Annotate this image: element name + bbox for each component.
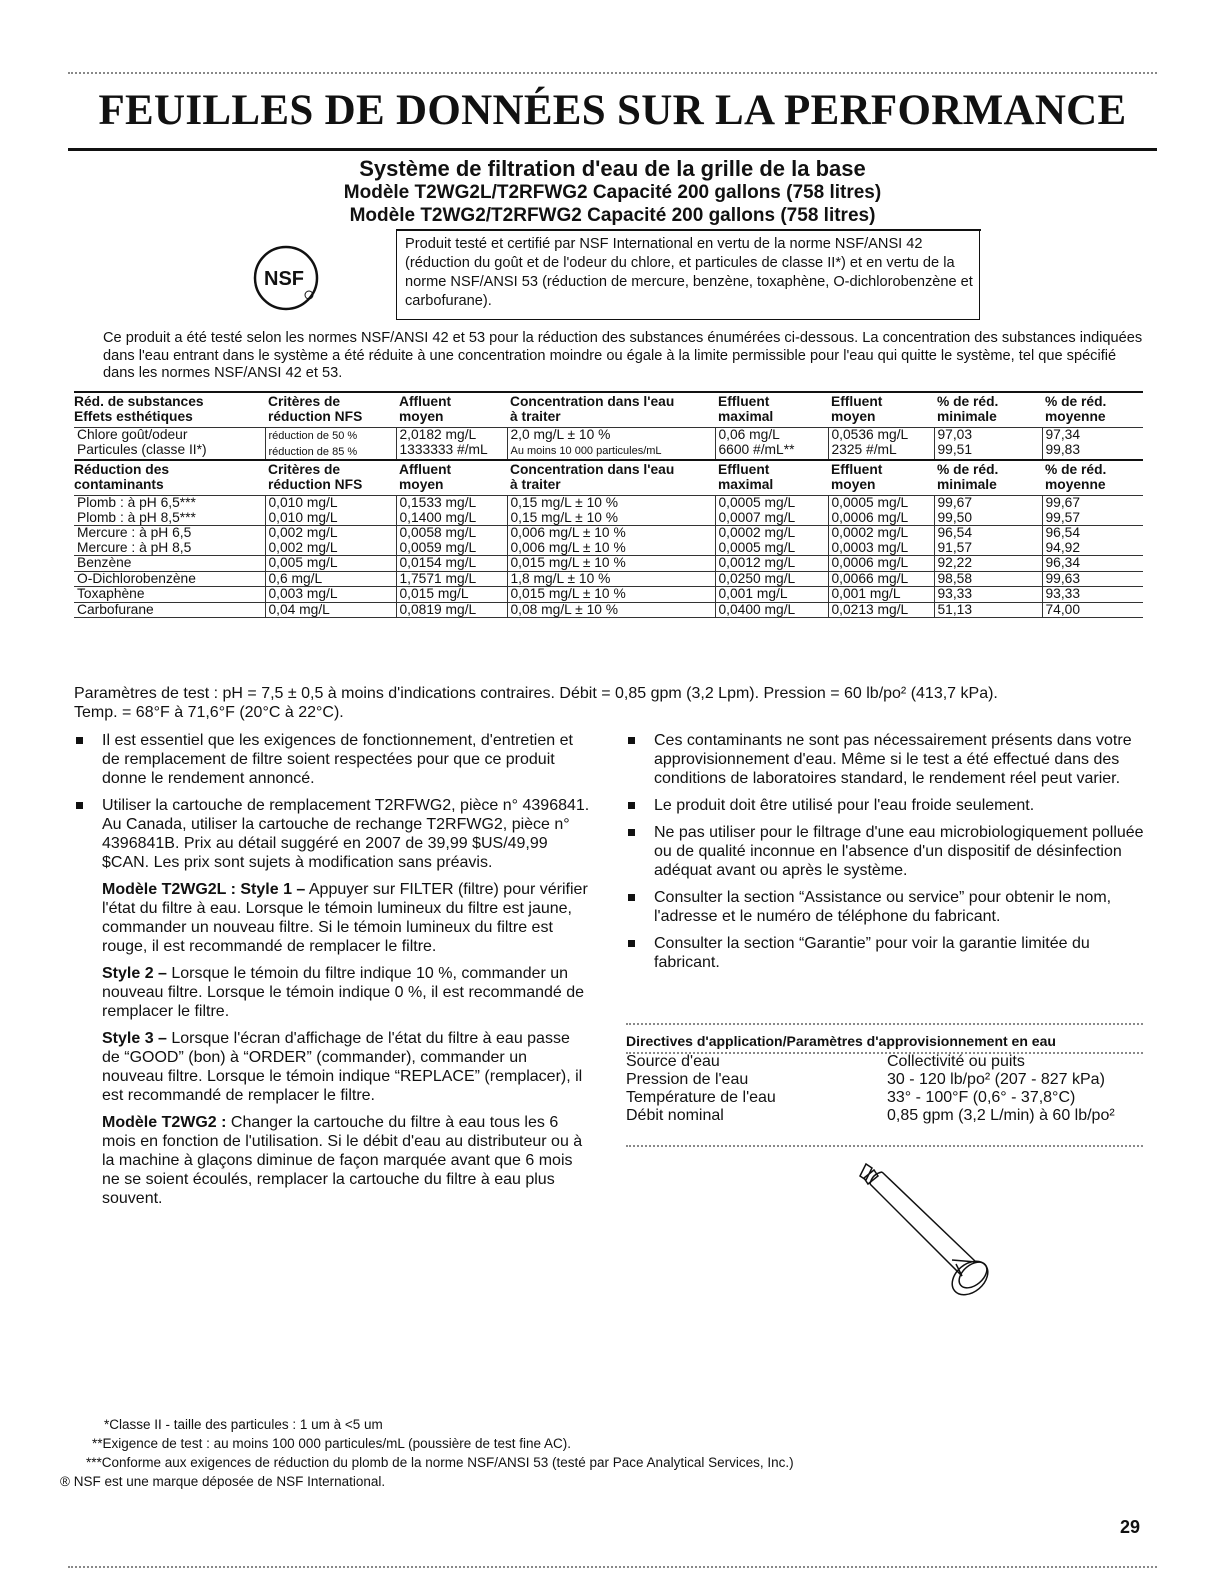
table-cell: Affluent moyen — [399, 462, 452, 492]
table-cell: 0,15 mg/L ± 10 % 0,15 mg/L ± 10 % — [507, 496, 715, 526]
directive-value: 30 - 120 lb/po² (207 - 827 kPa) — [887, 1071, 1105, 1088]
table-cell: % de réd. moyenne — [1045, 394, 1107, 424]
directive-label: Source d'eau — [626, 1053, 720, 1070]
table-row — [74, 602, 1143, 618]
table-cell: 0,005 mg/L — [265, 556, 396, 572]
table-cell: Plomb : à pH 6,5*** Plomb : à pH 8,5*** — [74, 496, 265, 526]
table-cell: 0,0006 mg/L — [828, 556, 934, 572]
page-title: FEUILLES DE DONNÉES SUR LA PERFORMANCE — [98, 87, 1127, 134]
model-t2wg2l-style1-label: Modèle T2WG2L : Style 1 – — [102, 881, 306, 898]
table-cell: 0,0400 mg/L — [715, 602, 828, 618]
table-row — [74, 587, 1143, 603]
table-header-contaminants — [74, 460, 1143, 496]
table-cell: % de réd. minimale — [937, 462, 999, 492]
table-cell: Carbofurane — [74, 602, 265, 618]
directives-row — [626, 1089, 1143, 1107]
table-cell: 93,33 — [1042, 587, 1143, 603]
page-number: 29 — [1120, 1517, 1141, 1537]
table-cell: 0,010 mg/L 0,010 mg/L — [265, 496, 396, 526]
directive-value: Collectivité ou puits — [887, 1053, 1025, 1070]
table-cell: 51,13 — [934, 602, 1042, 618]
table-cell: Mercure : à pH 6,5 Mercure : à pH 8,5 — [74, 526, 265, 556]
top-dotted-rule — [68, 72, 1157, 74]
table-cell: 0,015 mg/L — [396, 587, 507, 603]
directives-row — [626, 1107, 1143, 1125]
table-cell: Réduction des contaminants — [74, 462, 170, 492]
style3-label: Style 3 – — [102, 1030, 167, 1047]
table-cell: Concentration dans l'eau à traiter — [510, 462, 675, 492]
bullet-replacement-cartridge: Utiliser la cartouche de remplacement T2RFWG2, pièce n° 4396841. Au Canada, utiliser la cartouche de rechange T2RFWG2, pièce n° 4396841B. Prix au détail suggéré en 2007 de 39,99 $US/49,99 $CAN. Les prix sont sujets à modification sans préavis. — [74, 796, 592, 872]
right-column — [626, 731, 1146, 980]
model-t2wg2-label: Modèle T2WG2 : — [102, 1114, 227, 1131]
footnote-class-ii: *Classe II - taille des particules : 1 um à <5 um — [104, 1417, 383, 1432]
model-line-2: Modèle T2WG2/T2RFWG2 Capacité 200 gallons (758 litres) — [349, 205, 876, 226]
footnotes — [60, 1415, 794, 1491]
table-cell: Toxaphène — [74, 587, 265, 603]
style2-text: Lorsque le témoin du filtre indique 10 %, commander un nouveau filtre. Lorsque le témoin indique 0 %, il est recommandé de remplacer le filtre. — [102, 965, 585, 1020]
directive-label: Pression de l'eau — [626, 1071, 749, 1088]
footnote-lead: ***Conforme aux exigences de réduction du plomb de la norme NSF/ANSI 53 (testé par Pace Analytical Services, Inc.) — [86, 1455, 794, 1470]
directives-title: Directives d'application/Paramètres d'approvisionnement en eau — [626, 1033, 1056, 1049]
bullet-contaminants: Ces contaminants ne sont pas nécessairement présents dans votre approvisionnement d'eau. Même si le test a été effectué dans des conditions de laboratoires standard, le rendement réel peut varier. — [626, 731, 1146, 788]
table-cell: Concentration dans l'eau à traiter — [510, 394, 675, 424]
table-cell: 0,0005 mg/L 0,0006 mg/L — [828, 496, 934, 526]
table-cell: 97,34 99,83 — [1042, 428, 1143, 461]
table-cell: 0,0002 mg/L 0,0005 mg/L — [715, 526, 828, 556]
table-cell: 0,0066 mg/L — [828, 571, 934, 587]
table-cell: 0,002 mg/L 0,002 mg/L — [265, 526, 396, 556]
table-cell: 0,001 mg/L — [828, 587, 934, 603]
bullet-requirements: Il est essentiel que les exigences de fonctionnement, d'entretien et de remplacement de filtre soient respectées pour que ce produit donne le rendement annoncé. — [74, 731, 592, 788]
nsf-certification-box — [396, 231, 980, 320]
table-cell: Affluent moyen — [399, 394, 452, 424]
table-cell: 0,0058 mg/L 0,0059 mg/L — [396, 526, 507, 556]
table-cell: 99,67 99,50 — [934, 496, 1042, 526]
table-cell: 98,58 — [934, 571, 1042, 587]
table-cell: 99,67 99,57 — [1042, 496, 1143, 526]
model-t2wg2l-style1-text: Appuyer sur FILTER (filtre) pour vérifier l'état du filtre à eau. Lorsque le témoin lumineux du filtre est jaune, commander un nouveau filtre. Si le témoin lumineux du filtre est rouge, il est recommandé de remplacer le filtre. — [102, 881, 588, 955]
model-line-1: Modèle T2WG2L/T2RFWG2 Capacité 200 gallons (758 litres) — [343, 182, 882, 203]
table-cell: Effluent moyen — [831, 462, 883, 492]
table-cell: 1,7571 mg/L — [396, 571, 507, 587]
table-cell: 96,34 — [1042, 556, 1143, 572]
table-cell: 0,0012 mg/L — [715, 556, 828, 572]
table-row — [74, 571, 1143, 587]
style2-label: Style 2 – — [102, 965, 167, 982]
directive-value: 0,85 gpm (3,2 L/min) à 60 lb/po² — [887, 1107, 1115, 1124]
model-t2wg2-text: Changer la cartouche du filtre à eau tous les 6 mois en fonction de l'utilisation. Si le débit d'eau au distributeur ou à la machine à glaçons diminue de façon marquée avant que 6 mois ne se soient écoulés, remplacer la cartouche du filtre à eau plus souvent. — [102, 1114, 583, 1207]
table-cell: Critères de réduction NFS — [268, 394, 363, 424]
table-cell: Effluent moyen — [831, 394, 883, 424]
table-cell: 0,0536 mg/L 2325 #/mL — [828, 428, 934, 461]
bullet-cold-water: Le produit doit être utilisé pour l'eau froide seulement. — [626, 796, 1146, 815]
bullet-microbiological: Ne pas utiliser pour le filtrage d'une eau microbiologiquement polluée ou de qualité inconnue en l'absence d'un dispositif de désinfection adéquat avant ou après le système. — [626, 823, 1146, 880]
table-cell: 97,03 99,51 — [934, 428, 1042, 461]
table-cell: 0,0819 mg/L — [396, 602, 507, 618]
table-cell: 74,00 — [1042, 602, 1143, 618]
table-cell: 0,0213 mg/L — [828, 602, 934, 618]
table-cell: Effluent maximal — [718, 462, 774, 492]
table-cell: 0,015 mg/L ± 10 % — [507, 587, 715, 603]
bottom-dotted-rule — [68, 1566, 1157, 1568]
table-cell: réduction de 50 % réduction de 85 % — [265, 428, 396, 461]
directives-row — [626, 1071, 1143, 1089]
style3 — [102, 1029, 592, 1105]
model-t2wg2 — [102, 1113, 592, 1208]
table-cell: % de réd. minimale — [937, 394, 999, 424]
directive-label: Débit nominal — [626, 1107, 724, 1124]
table-cell: O-Dichlorobenzène — [74, 571, 265, 587]
left-column — [74, 731, 592, 1216]
table-cell: Chlore goût/odeur Particules (classe II*) — [74, 428, 265, 461]
table-cell: Critères de réduction NFS — [268, 462, 363, 492]
directives-table — [626, 1053, 1143, 1125]
filter-cartridge-illustration — [852, 1158, 992, 1318]
table-cell: 0,0005 mg/L 0,0007 mg/L — [715, 496, 828, 526]
table-row — [74, 428, 1143, 461]
table-header-aesthetic — [74, 392, 1143, 428]
nsf-certification-text: Produit testé et certifié par NSF International en vertu de la norme NSF/ANSI 42 (réduction du goût et de l'odeur du chlore, et particules de classe II*) et en vertu de la norme NSF/ANSI 53 (réduction de mercure, benzène, toxaphène, O-dichlorobenzène et carbofurane). — [405, 236, 973, 309]
table-cell: 0,0002 mg/L 0,0003 mg/L — [828, 526, 934, 556]
bullet-warranty: Consulter la section “Garantie” pour voir la garantie limitée du fabricant. — [626, 934, 1146, 972]
table-cell: 96,54 91,57 — [934, 526, 1042, 556]
directives-top-rule — [626, 1023, 1143, 1025]
test-parameters — [74, 684, 1154, 722]
footnote-test-requirement: **Exigence de test : au moins 100 000 particules/mL (poussière de test fine AC). — [92, 1436, 572, 1451]
table-cell: 0,1533 mg/L 0,1400 mg/L — [396, 496, 507, 526]
table-cell: 99,63 — [1042, 571, 1143, 587]
table-cell: 92,22 — [934, 556, 1042, 572]
footnote-trademark: ® NSF est une marque déposée de NSF International. — [60, 1474, 386, 1489]
performance-table — [74, 391, 1143, 618]
directives-bottom-rule — [626, 1145, 1143, 1147]
intro-paragraph: Ce produit a été testé selon les normes NSF/ANSI 42 et 53 pour la réduction des substances énumérées ci-dessous. La concentration des substances indiquées dans l'eau entrant dans le système a été réduite à une concentration moindre ou égale à la limite permissible pour l'eau qui quitte le système, tel que spécifié dans les normes NSF/ANSI 42 et 53. — [103, 330, 1143, 381]
table-cell: 0,04 mg/L — [265, 602, 396, 618]
test-parameters-line-2: Temp. = 68°F à 71,6°F (20°C à 22°C). — [74, 704, 344, 721]
table-cell: 0,001 mg/L — [715, 587, 828, 603]
table-cell: 0,08 mg/L ± 10 % — [507, 602, 715, 618]
table-cell: 0,6 mg/L — [265, 571, 396, 587]
style3-text: Lorsque l'écran d'affichage de l'état du filtre à eau passe de “GOOD” (bon) à “ORDER” (commander), commander un nouveau filtre. Lorsque le témoin indique “REPLACE” (remplacer), il est recommandé de remplacer le filtre. — [102, 1030, 583, 1104]
table-cell: 96,54 94,92 — [1042, 526, 1143, 556]
directives-row — [626, 1053, 1143, 1071]
model-t2wg2l-style1 — [102, 880, 592, 956]
table-cell: 0,0154 mg/L — [396, 556, 507, 572]
table-cell: 1,8 mg/L ± 10 % — [507, 571, 715, 587]
table-cell: 0,006 mg/L ± 10 % 0,006 mg/L ± 10 % — [507, 526, 715, 556]
nsf-logo-text: NSF — [264, 268, 304, 290]
table-row — [74, 526, 1143, 556]
directive-value: 33° - 100°F (0,6° - 37,8°C) — [887, 1089, 1076, 1106]
table-cell: Benzène — [74, 556, 265, 572]
table-row — [74, 556, 1143, 572]
table-cell: 0,003 mg/L — [265, 587, 396, 603]
title-rule — [68, 148, 1157, 151]
table-cell: 2,0182 mg/L 1333333 #/mL — [396, 428, 507, 461]
table-cell: 0,06 mg/L 6600 #/mL** — [715, 428, 828, 461]
test-parameters-line-1: Paramètres de test : pH = 7,5 ± 0,5 à moins d'indications contraires. Débit = 0,85 gpm (3,2 Lpm). Pression = 60 lb/po² (413,7 kPa). — [74, 685, 998, 702]
directive-label: Température de l'eau — [626, 1089, 776, 1106]
table-cell: % de réd. moyenne — [1045, 462, 1107, 492]
table-cell: Réd. de substances Effets esthétiques — [74, 394, 204, 424]
table-cell: 93,33 — [934, 587, 1042, 603]
table-row — [74, 496, 1143, 526]
nsf-logo — [253, 245, 319, 311]
table-cell: 2,0 mg/L ± 10 % Au moins 10 000 particules/mL — [507, 428, 715, 461]
bullet-service: Consulter la section “Assistance ou service” pour obtenir le nom, l'adresse et le numéro de téléphone du fabricant. — [626, 888, 1146, 926]
table-cell: Effluent maximal — [718, 394, 774, 424]
system-title: Système de filtration d'eau de la grille de la base — [359, 156, 866, 181]
table-cell: 0,015 mg/L ± 10 % — [507, 556, 715, 572]
style2 — [102, 964, 592, 1021]
table-cell: 0,0250 mg/L — [715, 571, 828, 587]
